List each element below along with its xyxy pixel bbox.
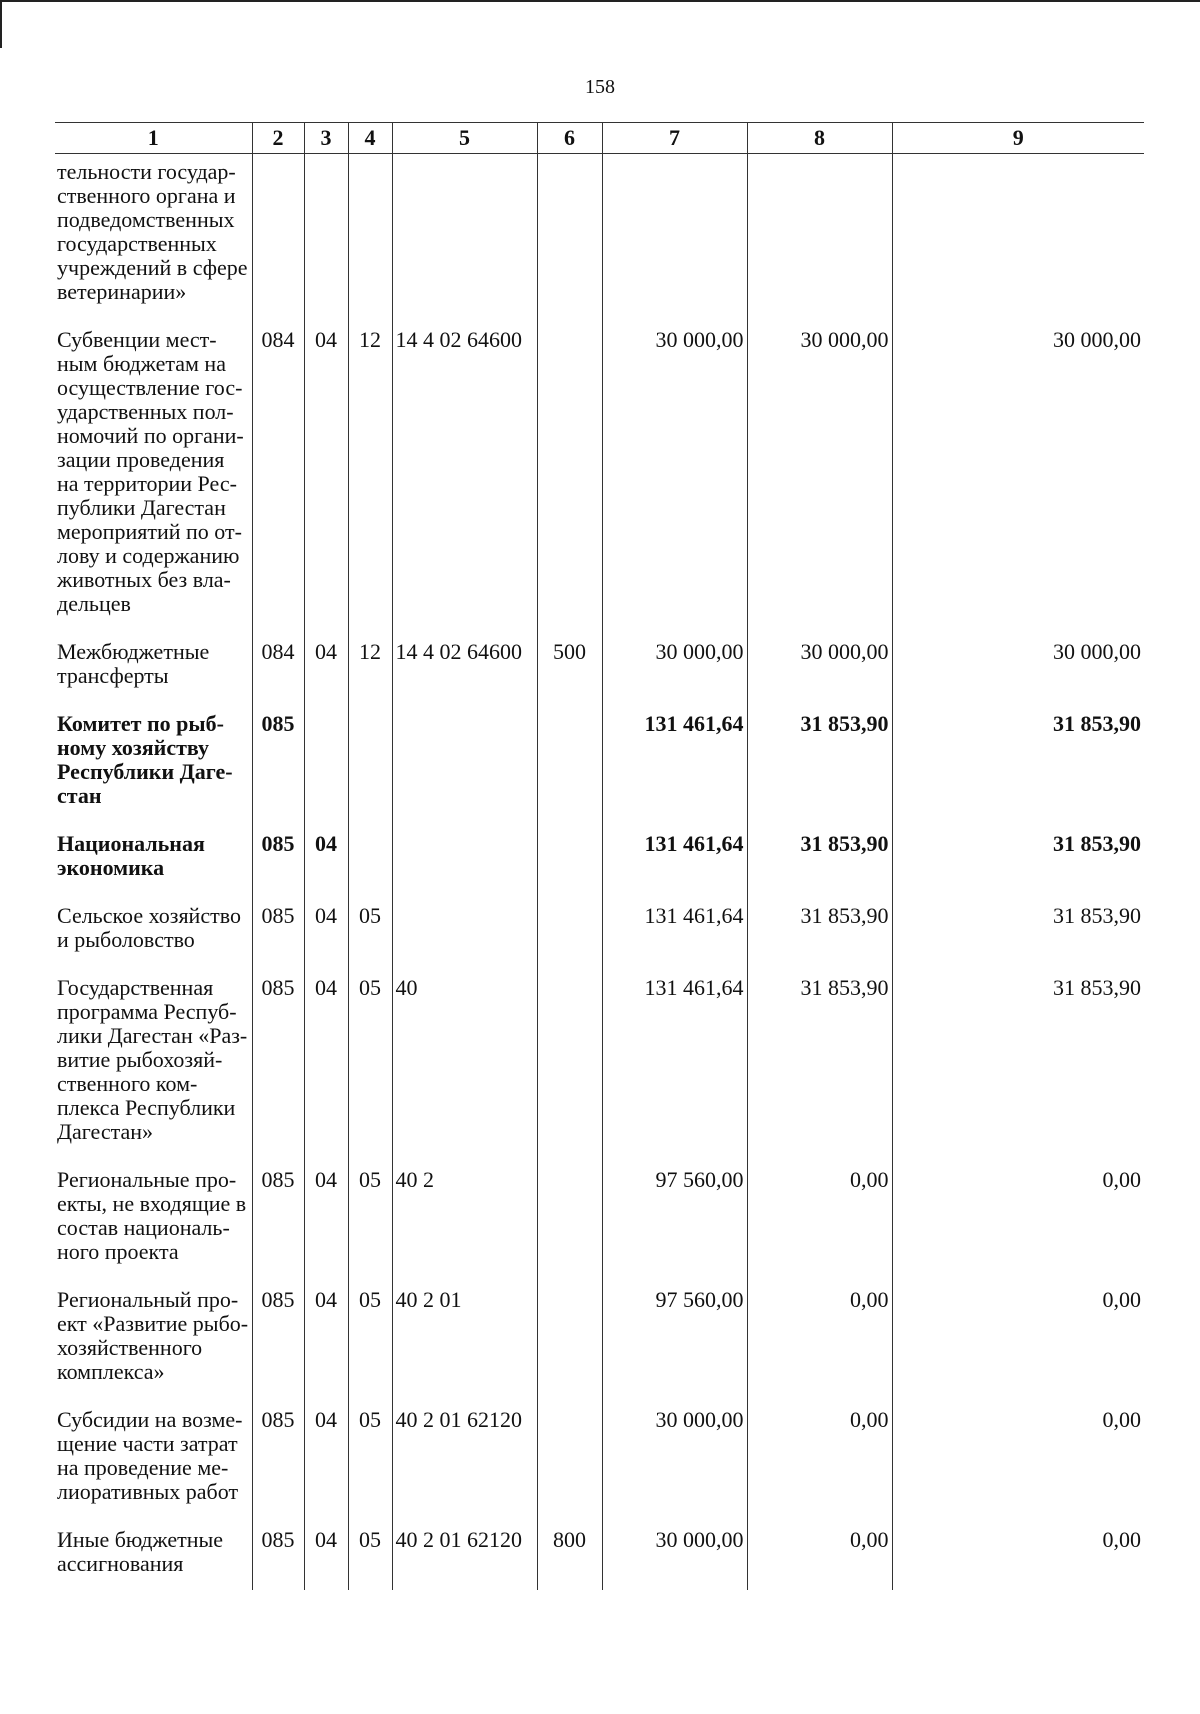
row-col2: 085 bbox=[252, 1284, 304, 1404]
row-col8: 30 000,00 bbox=[747, 324, 892, 636]
column-header-8: 8 bbox=[747, 123, 892, 154]
row-col5 bbox=[392, 828, 537, 900]
row-col9: 0,00 bbox=[892, 1404, 1144, 1524]
row-col3 bbox=[304, 708, 348, 828]
row-col6 bbox=[537, 900, 602, 972]
row-col7: 30 000,00 bbox=[602, 1524, 747, 1590]
row-col3 bbox=[304, 154, 348, 325]
row-col3: 04 bbox=[304, 1284, 348, 1404]
row-name: Иные бюджетные ассигнования bbox=[57, 1527, 224, 1576]
row-col4: 05 bbox=[348, 900, 392, 972]
row-col7: 30 000,00 bbox=[602, 636, 747, 708]
row-col2: 084 bbox=[252, 636, 304, 708]
table-row bbox=[55, 636, 1144, 708]
row-col5 bbox=[392, 900, 537, 972]
row-col7: 131 461,64 bbox=[602, 900, 747, 972]
row-col2: 085 bbox=[252, 828, 304, 900]
row-name: тельности государ-ственного органа и подведомственных государственных учреждений в сфере ветеринарии» bbox=[57, 159, 248, 304]
row-col8: 0,00 bbox=[747, 1284, 892, 1404]
row-col3: 04 bbox=[304, 1164, 348, 1284]
row-col8: 31 853,90 bbox=[747, 708, 892, 828]
row-col6 bbox=[537, 972, 602, 1164]
row-name: Сельское хозяйство и рыболовство bbox=[57, 903, 241, 952]
row-col4 bbox=[348, 708, 392, 828]
row-col5: 40 2 01 62120 bbox=[392, 1524, 537, 1590]
row-col2: 085 bbox=[252, 972, 304, 1164]
row-col6 bbox=[537, 324, 602, 636]
row-col9: 31 853,90 bbox=[892, 708, 1144, 828]
column-header-9: 9 bbox=[892, 123, 1144, 154]
row-col2: 085 bbox=[252, 1404, 304, 1524]
row-col3: 04 bbox=[304, 972, 348, 1164]
row-col9: 31 853,90 bbox=[892, 972, 1144, 1164]
row-col4: 05 bbox=[348, 1164, 392, 1284]
row-col7: 131 461,64 bbox=[602, 972, 747, 1164]
row-col6 bbox=[537, 1284, 602, 1404]
table-row bbox=[55, 900, 1144, 972]
table-row bbox=[55, 154, 1144, 325]
row-name: Субсидии на возме-щение части затрат на проведение ме-лиоративных работ bbox=[57, 1407, 243, 1504]
column-header-2: 2 bbox=[252, 123, 304, 154]
table-row bbox=[55, 1524, 1144, 1590]
row-col2: 084 bbox=[252, 324, 304, 636]
row-name: Субвенции мест-ным бюджетам на осуществление гос-ударственных пол-номочий по органи-зации проведения на территории Рес-публики Дагестан мероприятий по от-лову и содержанию животных без вла-дельцев bbox=[57, 327, 244, 616]
page-frame-top bbox=[0, 0, 1200, 2]
row-col8: 0,00 bbox=[747, 1404, 892, 1524]
row-col7: 30 000,00 bbox=[602, 324, 747, 636]
row-col7: 131 461,64 bbox=[602, 828, 747, 900]
row-col9 bbox=[892, 154, 1144, 325]
row-col8: 0,00 bbox=[747, 1524, 892, 1590]
row-col4: 05 bbox=[348, 1404, 392, 1524]
row-col6 bbox=[537, 154, 602, 325]
row-name: Комитет по рыб-ному хозяйству Республики Даге-стан bbox=[57, 711, 233, 808]
row-col5: 40 2 01 bbox=[392, 1284, 537, 1404]
table-header-row bbox=[55, 123, 1144, 154]
row-col4 bbox=[348, 828, 392, 900]
row-col4: 05 bbox=[348, 972, 392, 1164]
row-col9: 30 000,00 bbox=[892, 636, 1144, 708]
row-col8: 0,00 bbox=[747, 1164, 892, 1284]
row-col6 bbox=[537, 1164, 602, 1284]
budget-table bbox=[55, 122, 1144, 1590]
column-header-4: 4 bbox=[348, 123, 392, 154]
table-row bbox=[55, 1404, 1144, 1524]
row-col4: 12 bbox=[348, 636, 392, 708]
row-col6 bbox=[537, 1404, 602, 1524]
column-header-6: 6 bbox=[537, 123, 602, 154]
row-col3: 04 bbox=[304, 1524, 348, 1590]
row-name: Национальная экономика bbox=[57, 831, 205, 880]
table-row bbox=[55, 708, 1144, 828]
row-col5 bbox=[392, 154, 537, 325]
row-col2: 085 bbox=[252, 900, 304, 972]
row-col2: 085 bbox=[252, 1524, 304, 1590]
column-header-3: 3 bbox=[304, 123, 348, 154]
page-number: 158 bbox=[585, 76, 615, 98]
row-name: Региональные про-екты, не входящие в состав националь-ного проекта bbox=[57, 1167, 247, 1264]
row-col5: 40 2 01 62120 bbox=[392, 1404, 537, 1524]
row-col3: 04 bbox=[304, 1404, 348, 1524]
row-col3: 04 bbox=[304, 324, 348, 636]
row-col8: 31 853,90 bbox=[747, 972, 892, 1164]
row-col7: 97 560,00 bbox=[602, 1164, 747, 1284]
row-col5: 14 4 02 64600 bbox=[392, 636, 537, 708]
row-col7: 131 461,64 bbox=[602, 708, 747, 828]
row-col9: 31 853,90 bbox=[892, 828, 1144, 900]
row-col3: 04 bbox=[304, 828, 348, 900]
row-col2: 085 bbox=[252, 1164, 304, 1284]
row-col9: 30 000,00 bbox=[892, 324, 1144, 636]
table-row bbox=[55, 828, 1144, 900]
column-header-5: 5 bbox=[392, 123, 537, 154]
row-col8: 30 000,00 bbox=[747, 636, 892, 708]
row-col7: 97 560,00 bbox=[602, 1284, 747, 1404]
row-col4 bbox=[348, 154, 392, 325]
row-col4: 12 bbox=[348, 324, 392, 636]
row-col2 bbox=[252, 154, 304, 325]
row-col5: 40 bbox=[392, 972, 537, 1164]
row-col9: 31 853,90 bbox=[892, 900, 1144, 972]
row-col2: 085 bbox=[252, 708, 304, 828]
row-name: Государственная программа Респуб-лики Дагестан «Раз-витие рыбохозяй-ственного ком-плекса Республики Дагестан» bbox=[57, 975, 248, 1144]
table-row bbox=[55, 324, 1144, 636]
row-name: Региональный про-ект «Развитие рыбо-хозяйственного комплекса» bbox=[57, 1287, 249, 1384]
row-col7: 30 000,00 bbox=[602, 1404, 747, 1524]
row-col9: 0,00 bbox=[892, 1284, 1144, 1404]
column-header-7: 7 bbox=[602, 123, 747, 154]
row-col9: 0,00 bbox=[892, 1524, 1144, 1590]
row-col8 bbox=[747, 154, 892, 325]
table-row bbox=[55, 1164, 1144, 1284]
row-col3: 04 bbox=[304, 900, 348, 972]
table-row bbox=[55, 972, 1144, 1164]
page-frame-left bbox=[0, 0, 2, 48]
row-col6: 800 bbox=[537, 1524, 602, 1590]
row-col6 bbox=[537, 828, 602, 900]
row-col5: 40 2 bbox=[392, 1164, 537, 1284]
row-col4: 05 bbox=[348, 1284, 392, 1404]
row-col6: 500 bbox=[537, 636, 602, 708]
row-col9: 0,00 bbox=[892, 1164, 1144, 1284]
row-col3: 04 bbox=[304, 636, 348, 708]
row-col8: 31 853,90 bbox=[747, 828, 892, 900]
row-col7 bbox=[602, 154, 747, 325]
row-col8: 31 853,90 bbox=[747, 900, 892, 972]
column-header-1: 1 bbox=[55, 123, 252, 154]
row-name: Межбюджетные трансферты bbox=[57, 639, 210, 688]
row-col6 bbox=[537, 708, 602, 828]
table-row bbox=[55, 1284, 1144, 1404]
row-col4: 05 bbox=[348, 1524, 392, 1590]
row-col5 bbox=[392, 708, 537, 828]
row-col5: 14 4 02 64600 bbox=[392, 324, 537, 636]
